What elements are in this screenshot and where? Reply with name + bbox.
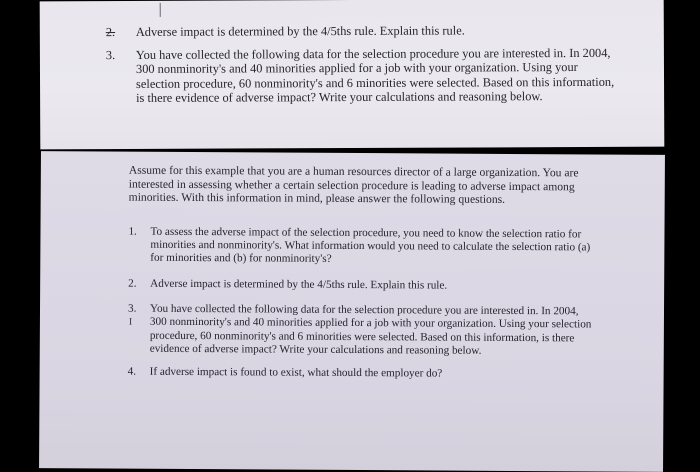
text-cursor-mark [160,3,161,17]
question-text: Adverse impact is determined by the 4/5ths rule. Explain this rule. [150,277,448,292]
bottom-document-page [39,151,665,472]
question-text: You have collected the following data for the selection procedure you are interested in. In 2004, 300 nonminority's and 40 minorities applied for a job with your organization. Using your selection procedure, 60 nonminority's and 6 minorities were selected. Based on this information, is there evidence of adverse impact? Write your calculations and reasoning below. [149,302,592,357]
question-number: 1. [128,225,137,238]
question-number: 3. [105,48,116,63]
stray-mark: I [128,316,133,328]
bottom-question-4 [128,366,594,383]
question-number: 4. [127,365,137,378]
question-text: You have collected the following data for the selection procedure you are interested in. In 2004, 300 nonminority's and 40 minorities applied for a job with your organization. Using your selection procedure, 60 nonminority's and 6 minorities were selected. Based on this information, is there evidence of adverse impact? Write your calculations and reasoning below. [135,46,615,105]
top-question-2 [106,23,624,39]
question-text: If adverse impact is found to exist, what should the employer do? [149,365,443,380]
question-number: 2. [128,277,137,290]
question-number: 3. [127,302,137,315]
bottom-question-3 [128,303,594,359]
question-text: Adverse impact is determined by the 4/5ths rule. Explain this rule. [135,23,465,39]
question-number: 2. [105,25,116,40]
top-document-page [40,0,665,149]
top-question-3 [106,46,624,105]
intro-paragraph: Assume for this example that you are a human resources director of a large organization. You are interested in assessing whether a certain selection procedure is leading to adverse impact among minorities. With this information in mind, please answer the following questions. [128,163,579,207]
bottom-question-1 [128,225,594,268]
bottom-question-2 [128,277,594,293]
question-text: To assess the adverse impact of the selection procedure, you need to know the selection ratio for minorities and nonminority's. What information would you need to calculate the selection ratio (a) for minorities and (b) for nonminority's? [150,225,591,266]
